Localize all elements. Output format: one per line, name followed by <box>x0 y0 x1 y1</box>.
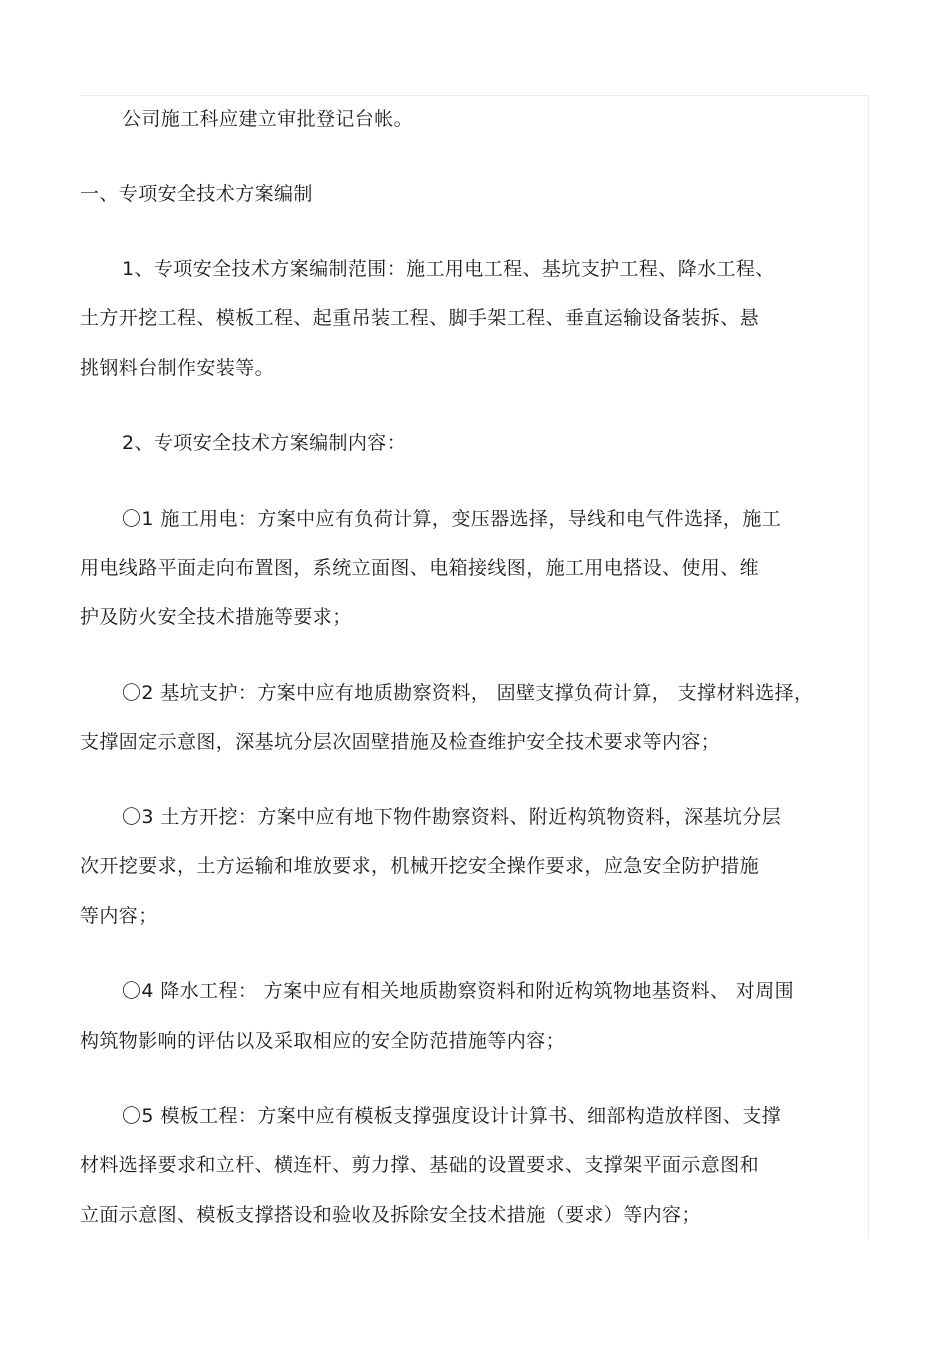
item-4-line-1: 〇4 降水工程： 方案中应有相关地质勘察资料和附近构筑物地基资料、 对周围 <box>122 980 795 1002</box>
item-1-line-3: 护及防火安全技术措施等要求； <box>80 606 352 628</box>
item-1-line-1: 〇1 施工用电：方案中应有负荷计算，变压器选择，导线和电气件选择，施工 <box>122 508 782 530</box>
item-3-line-3: 等内容； <box>80 905 158 927</box>
item-5-line-3: 立面示意图、模板支撑搭设和验收及拆除安全技术措施（要求）等内容； <box>80 1204 701 1226</box>
section-heading: 一、专项安全技术方案编制 <box>80 183 313 205</box>
item-4-line-2: 构筑物影响的评估以及采取相应的安全防范措施等内容； <box>80 1030 566 1052</box>
item-2-line-2: 支撑固定示意图，深基坑分层次固壁措施及检查维护安全技术要求等内容； <box>80 731 721 753</box>
paragraph-approval-ledger: 公司施工科应建立审批登记台帐。 <box>122 108 414 130</box>
item-2-line-1: 〇2 基坑支护：方案中应有地质勘察资料， 固壁支撑负荷计算， 支撑材料选择， <box>122 682 814 704</box>
item-1-line-2: 用电线路平面走向布置图，系统立面图、电箱接线图，施工用电搭设、使用、维 <box>80 557 760 579</box>
scope-paragraph-line-2: 土方开挖工程、模板工程、起重吊装工程、脚手架工程、垂直运输设备装拆、悬 <box>80 307 760 329</box>
item-5-line-1: 〇5 模板工程：方案中应有模板支撑强度设计计算书、细部构造放样图、支撑 <box>122 1105 782 1127</box>
scope-paragraph-line-3: 挑钢料台制作安装等。 <box>80 357 275 379</box>
scope-paragraph-line-1: 1、专项安全技术方案编制范围：施工用电工程、基坑支护工程、降水工程、 <box>122 258 775 280</box>
item-3-line-2: 次开挖要求，土方运输和堆放要求，机械开挖安全操作要求，应急安全防护措施 <box>80 855 760 877</box>
item-3-line-1: 〇3 土方开挖：方案中应有地下物件勘察资料、附近构筑物资料，深基坑分层 <box>122 806 782 828</box>
content-heading: 2、专项安全技术方案编制内容： <box>122 432 407 454</box>
item-5-line-2: 材料选择要求和立杆、横连杆、剪力撑、基础的设置要求、支撑架平面示意图和 <box>80 1154 760 1176</box>
